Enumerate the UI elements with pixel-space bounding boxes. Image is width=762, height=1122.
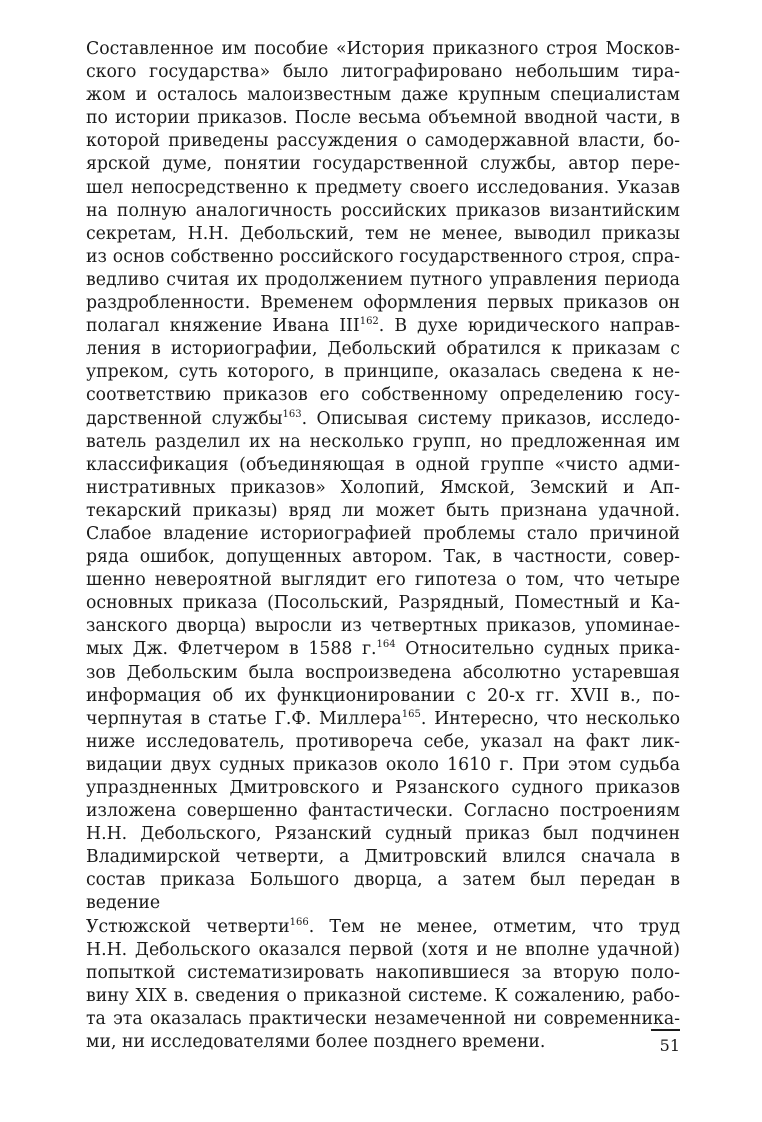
text-line — [86, 384, 680, 407]
text-line — [86, 315, 680, 338]
text-segment: информация об их функционировании с 20-х гг. XVII в., по- — [86, 685, 680, 706]
page-number: 51 — [659, 1036, 680, 1055]
text-segment: Владимирской четверти, а Дмитровский влился сначала в — [86, 847, 680, 868]
text-segment: ского государства» было литографировано небольшим тира- — [86, 62, 680, 83]
text-line — [86, 361, 680, 384]
text-segment: упраздненных Дмитровского и Рязанского судного приказов — [86, 778, 680, 798]
text-line — [86, 523, 680, 546]
text-segment: текарский приказы) вряд ли может быть признана удачной. — [86, 500, 680, 521]
text-line — [86, 754, 680, 777]
text-segment: по истории приказов. После весьма объемной вводной части, в — [86, 108, 680, 129]
text-line — [86, 638, 680, 661]
text-segment: жом и осталось малоизвестным даже крупным специалистам — [86, 85, 680, 106]
text-line — [86, 454, 680, 477]
text-segment: секретам, Н.Н. Дебольский, тем не менее, выводил приказы — [86, 223, 680, 244]
text-segment: . Тем не менее, отметим, что труд — [308, 916, 680, 937]
text-segment: изложена совершенно фантастически. Согласно построениям — [86, 801, 680, 822]
text-line — [86, 731, 680, 754]
text-line — [86, 84, 680, 107]
text-segment: . Описывая систему приказов, исследо- — [301, 408, 680, 429]
text-segment: упреком, суть которого, в принципе, оказалась сведена к не- — [86, 362, 680, 383]
text-segment: вину XIX в. сведения о приказной системе. К сожалению, рабо- — [86, 985, 680, 1006]
text-line — [86, 962, 680, 985]
text-line — [86, 500, 680, 523]
text-segment: основных приказа (Посольский, Разрядный, Поместный и Ка- — [86, 593, 680, 614]
text-segment: черпнутая в статье Г.Ф. Миллера — [86, 708, 402, 729]
text-segment: Н.Н. Дебольского оказался первой (хотя и не вполне удачной) — [86, 939, 680, 960]
body-text — [86, 38, 680, 1054]
text-line — [86, 662, 680, 685]
text-segment: ниже исследователь, противореча себе, указал на факт лик- — [86, 731, 680, 752]
text-line — [86, 685, 680, 708]
text-line — [86, 246, 680, 269]
text-segment: шел непосредственно к предмету своего исследования. Указав — [86, 177, 680, 198]
text-segment: на полную аналогичность российских приказов византийским — [86, 200, 680, 221]
text-segment: та эта оказалась практически незамеченной ни современника- — [86, 1008, 680, 1029]
text-segment: . Интересно, что несколько — [420, 708, 680, 729]
text-segment: ватель разделил их на несколько групп, но предложенная им — [86, 431, 680, 452]
text-line — [86, 916, 680, 939]
text-line — [86, 985, 680, 1008]
text-segment: мых Дж. Флетчером в 1588 г. — [86, 639, 377, 660]
text-segment: ления в историографии, Дебольский обратился к приказам с — [86, 339, 680, 360]
text-line — [86, 823, 680, 846]
text-line — [86, 269, 680, 292]
text-segment: шенно невероятной выглядит его гипотеза о том, что четыре — [86, 570, 680, 591]
text-line — [86, 939, 680, 962]
text-segment: Составленное им пособие «История приказного строя Москов- — [86, 39, 680, 59]
footnote-ref[interactable]: 165 — [401, 708, 421, 720]
text-segment: Н.Н. Дебольского, Рязанский судный приказ был подчинен — [86, 824, 680, 845]
text-line — [86, 869, 680, 915]
text-segment: которой приведены рассуждения о самодержавной власти, бо- — [86, 131, 680, 152]
text-segment: Слабое владение историографией проблемы стало причиной — [86, 523, 680, 544]
text-segment: состав приказа Большого дворца, а затем был передан в ведение — [86, 870, 680, 914]
text-segment: зов Дебольским была воспроизведена абсолютно устаревшая — [86, 662, 680, 683]
text-line — [86, 61, 680, 84]
text-line — [86, 546, 680, 569]
text-segment: ярской думе, понятии государственной службы, автор пере- — [86, 154, 680, 175]
text-line — [86, 338, 680, 361]
text-segment: Относительно судных прика- — [395, 639, 680, 660]
footnote-ref[interactable]: 162 — [359, 316, 379, 328]
text-segment: из основ собственно российского государственного строя, спра- — [86, 246, 680, 267]
text-line — [86, 800, 680, 823]
text-line — [86, 223, 680, 246]
text-segment: попыткой систематизировать накопившиеся за вторую поло- — [86, 962, 680, 983]
text-line — [86, 107, 680, 130]
text-line — [86, 708, 680, 731]
text-line — [86, 846, 680, 869]
text-segment: полагал княжение Ивана III — [86, 316, 360, 337]
footnote-ref[interactable]: 166 — [289, 916, 309, 928]
text-segment: занского дворца) выросли из четвертных приказов, упоминае- — [86, 616, 680, 637]
text-line — [86, 777, 680, 800]
text-segment: ряда ошибок, допущенных автором. Так, в частности, совер- — [86, 547, 680, 568]
text-segment: ми, ни исследователями более позднего времени. — [86, 1032, 546, 1053]
text-line — [86, 615, 680, 638]
text-line — [86, 38, 680, 61]
text-line — [86, 569, 680, 592]
text-line — [86, 477, 680, 500]
text-segment: соответствию приказов его собственному определению госу- — [86, 385, 680, 406]
text-line — [86, 408, 680, 431]
text-line — [86, 177, 680, 200]
text-line — [86, 592, 680, 615]
text-segment: Устюжской четверти — [86, 916, 290, 937]
text-segment: раздробленности. Временем оформления первых приказов он — [86, 293, 680, 314]
text-segment: . В духе юридического направ- — [378, 316, 681, 337]
text-line — [86, 1031, 680, 1054]
page-number-rule — [651, 1029, 680, 1031]
text-line — [86, 431, 680, 454]
text-line — [86, 153, 680, 176]
text-segment: нистративных приказов» Холопий, Ямской, Земский и Ап- — [86, 477, 680, 498]
text-segment: дарственной службы — [86, 408, 283, 429]
text-segment: ведливо считая их продолжением путного управления периода — [86, 269, 680, 290]
text-line — [86, 1008, 680, 1031]
text-line — [86, 130, 680, 153]
text-segment: видации двух судных приказов около 1610 г. При этом судьба — [86, 754, 680, 775]
footnote-ref[interactable]: 163 — [282, 408, 302, 420]
footnote-ref[interactable]: 164 — [376, 639, 396, 651]
text-line — [86, 292, 680, 315]
text-line — [86, 200, 680, 223]
text-segment: классификация (объединяющая в одной группе «чисто адми- — [86, 454, 680, 475]
